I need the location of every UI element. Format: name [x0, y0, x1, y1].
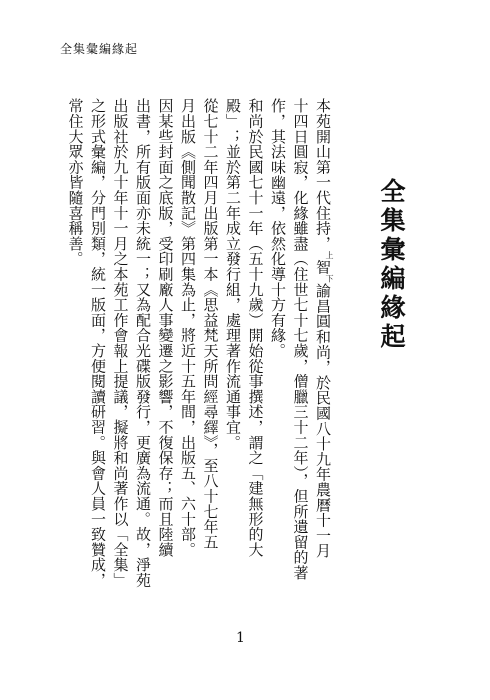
page-number: 1	[236, 630, 245, 646]
text-line: 和尚於民國七十一年（五十九歲）開始從事撰述，謂之「建無形的大	[246, 98, 265, 557]
running-header: 全集彙編緣起	[60, 42, 139, 56]
text-line: 出書，所有版面亦未統一；又為配合光碟版發行，更廣為流通。故，淨苑	[134, 98, 152, 588]
page-title: 全集彙編緣起	[377, 178, 406, 352]
text-line: 月出版《側聞散記》第四集為止，將近十五年間，出版五、六十部。	[179, 98, 197, 557]
text-line: 殿」；並於第二年成立發行組，處理著作流通事宜。	[224, 98, 242, 450]
text-line: 本苑開山第一代住持，$^上$智$^下$諭昌圓和尚，於民國八十九年農曆十一月	[314, 98, 334, 559]
text-line: 十四日圓寂，化緣雖盡（住世七十七歲，僧臘三十二年），但所遺留的著	[291, 98, 310, 581]
text-line: 出版社於九十年十一月之本苑工作會報上提議，擬將和尚著作以「全集」	[111, 98, 130, 588]
text-line: 因某些封面之底版，受印刷廠人事變遷之影響，不復保存；而且陸續	[156, 98, 175, 557]
body-text	[64, 98, 340, 614]
text-line: 常住大眾亦皆隨喜稱善。	[66, 98, 85, 267]
text-line: 從七十二年四月出版第一本《思益梵天所問經尋繹》，至八十七年五	[201, 98, 220, 550]
text-line: 作，其法味幽遠，依然化導十方有緣。	[269, 98, 287, 359]
text-line: 之形式彙編，分門別類，統一版面，方便閱讀研習。與會人員一致贊成，	[89, 98, 107, 588]
